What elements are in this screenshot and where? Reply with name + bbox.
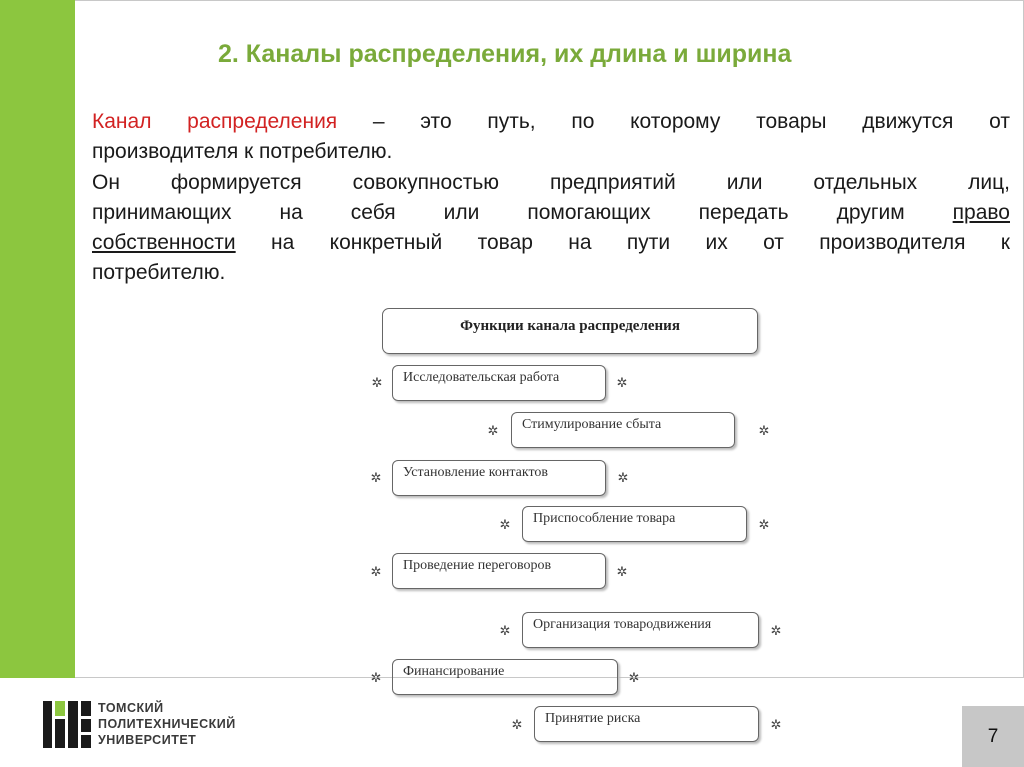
gear-icon: ✲ <box>499 517 511 532</box>
function-box-distribution: Организация товародвижения <box>522 612 759 648</box>
definition-line-1 <box>92 107 1010 137</box>
university-name <box>98 700 236 748</box>
function-box-financing: Финансирование <box>392 659 618 695</box>
university-name-line-3: УНИВЕРСИТЕТ <box>98 733 197 747</box>
gear-icon: ✲ <box>511 717 523 732</box>
definition-paragraph <box>92 107 1010 167</box>
gear-icon: ✲ <box>487 423 499 438</box>
gear-icon: ✲ <box>370 670 382 685</box>
explanation-line-4: потребителю. <box>92 261 226 284</box>
gear-icon: ✲ <box>770 623 782 638</box>
gear-icon: ✲ <box>770 717 782 732</box>
explanation-line-2 <box>92 198 1010 228</box>
function-box-risk-taking: Принятие риска <box>534 706 759 742</box>
tpu-logo-icon <box>43 701 91 748</box>
university-name-line-1: ТОМСКИЙ <box>98 701 164 715</box>
explanation-line-2-text: принимающих на себя или помогающих передать другим <box>92 201 953 224</box>
gear-icon: ✲ <box>628 670 640 685</box>
gear-icon: ✲ <box>370 564 382 579</box>
function-box-negotiations: Проведение переговоров <box>392 553 606 589</box>
gear-icon: ✲ <box>758 423 770 438</box>
explanation-paragraph <box>92 168 1010 288</box>
function-box-contacts: Установление контактов <box>392 460 606 496</box>
gear-icon: ✲ <box>370 470 382 485</box>
slide-title: 2. Каналы распределения, их длина и ширина <box>218 40 792 68</box>
gear-icon: ✲ <box>616 375 628 390</box>
left-accent-bar <box>0 0 75 678</box>
diagram-title: Функции канала распределения <box>382 308 758 354</box>
gear-icon: ✲ <box>758 517 770 532</box>
page-number: 7 <box>962 706 1024 767</box>
explanation-line-1: Он формируется совокупностью предприятий или отдельных лиц, <box>92 171 1010 194</box>
explanation-line-3-text: на конкретный товар на пути их от производителя к <box>235 231 1010 254</box>
explanation-line-3 <box>92 228 1010 258</box>
function-box-research: Исследовательская работа <box>392 365 606 401</box>
definition-term: Канал распределения <box>92 110 338 133</box>
ownership-link-part1[interactable]: право <box>952 201 1010 224</box>
definition-line-2: производителя к потребителю. <box>92 140 393 163</box>
gear-icon: ✲ <box>371 375 383 390</box>
university-name-line-2: ПОЛИТЕХНИЧЕСКИЙ <box>98 717 236 731</box>
function-box-sales-promotion: Стимулирование сбыта <box>511 412 735 448</box>
ownership-link-part2[interactable]: собственности <box>92 231 236 254</box>
definition-line-1-rest: – это путь, по которому товары движутся от <box>337 110 1010 133</box>
gear-icon: ✲ <box>617 470 629 485</box>
gear-icon: ✲ <box>616 564 628 579</box>
function-box-product-adaptation: Приспособление товара <box>522 506 747 542</box>
gear-icon: ✲ <box>499 623 511 638</box>
